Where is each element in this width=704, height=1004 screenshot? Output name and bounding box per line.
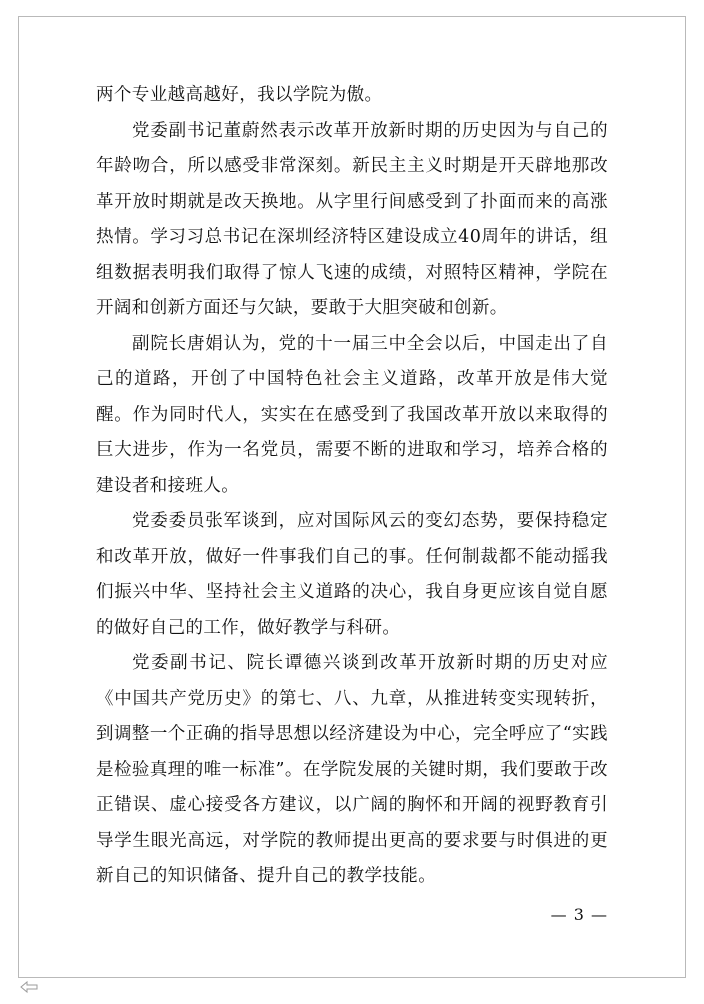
paragraph: 党委副书记董蔚然表示改革开放新时期的历史因为与自己的年龄吻合，所以感受非常深刻。新民主主义时期是开天辟地那改革开放时期就是改天换地。从字里行间感受到了扑面而来的高涨热情。学习习总书记在深圳经济特区建设成立40周年的讲话，组组数据表明我们取得了惊人飞速的成绩，对照特区精神，学院在开阔和创新方面还与欠缺，要敢于大胆突破和创新。 xyxy=(96,120,608,318)
back-arrow-icon xyxy=(20,980,38,994)
paragraph: 副院长唐娟认为，党的十一届三中全会以后，中国走出了自己的道路，开创了中国特色社会主义道路，改革开放是伟大觉醒。作为同时代人，实实在在感受到了我国改革开放以来取得的巨大进步，作为一名党员，需要不断的进取和学习，培养合格的建设者和接班人。 xyxy=(96,333,608,496)
page-number: — 3 — xyxy=(550,905,608,924)
paragraph: 两个专业越高越好，我以学院为傲。 xyxy=(96,85,383,105)
paragraph: 党委委员张军谈到，应对国际风云的变幻态势，要保持稳定和改革开放，做好一件事我们自己的事。任何制裁都不能动摇我们振兴中华、坚持社会主义道路的决心，我自身更应该自觉自愿的做好自己的工作，做好教学与科研。 xyxy=(96,511,608,638)
document-body xyxy=(96,78,608,895)
paragraph: 党委副书记、院长谭德兴谈到改革开放新时期的历史对应《中国共产党历史》的第七、八、九章，从推进转变实现转折，到调整一个正确的指导思想以经济建设为中心，完全呼应了“实践是检验真理的唯一标准”。在学院发展的关键时期，我们要敢于改正错误、虚心接受各方建议，以广阔的胸怀和开阔的视野教育引导学生眼光高远，对学院的教师提出更高的要求要与时俱进的更新自己的知识储备、提升自己的教学技能。 xyxy=(96,653,608,886)
